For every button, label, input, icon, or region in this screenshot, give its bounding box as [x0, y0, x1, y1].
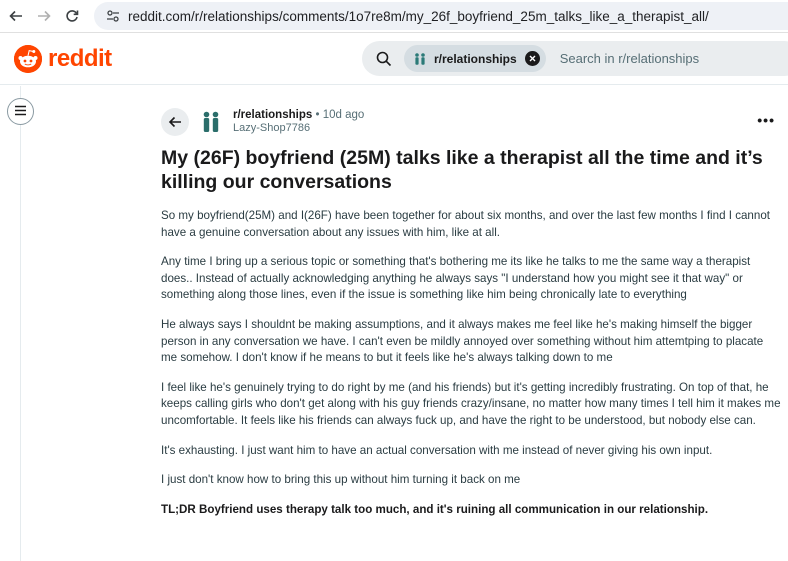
post-tldr: TL;DR Boyfriend uses therapy talk too much, and it's ruining all communication in our relationship. [161, 502, 709, 516]
post-age: 10d ago [322, 109, 365, 121]
post-meta [161, 100, 781, 144]
close-icon[interactable] [525, 51, 540, 66]
post-paragraph: So my boyfriend(25M) and I(26F) have been together for about six months, and over the last few months I find I cannot have a genuine conversation about any issues with him, like at all. [161, 209, 771, 239]
site-header [0, 33, 788, 85]
subreddit-filter-chip[interactable] [404, 45, 546, 72]
browser-toolbar [0, 0, 788, 33]
post-paragraph: He always says I shouldnt be making assumptions, and it always makes me feel like he's making himself the bigger person in any conversation we have. I can't even be mildly annoyed over something without him attemtping to placate me somehow. I don't know if he means to but it feels like he's always talking down to me [161, 317, 764, 365]
hamburger-icon [14, 103, 27, 121]
menu-button[interactable] [7, 98, 34, 125]
search-icon [374, 49, 394, 69]
subreddit-avatar-icon[interactable] [199, 110, 223, 134]
post-paragraph: It's exhausting. I just want him to have an actual conversation with me instead of never giving his own input. [161, 443, 713, 457]
post-body [161, 208, 781, 518]
post-paragraph: Any time I bring up a serious topic or something that's bothering me its like he talks to me the same way a therapist does.. Instead of actually acknowledging anything he always says "I understand how you might see it that way" or something along those lines, even if the issue is something like him being chronically late to everything [161, 255, 751, 302]
forward-arrow-icon[interactable] [32, 4, 56, 28]
reddit-logo[interactable] [14, 45, 112, 73]
site-info-icon[interactable] [102, 5, 124, 27]
post-title: My (26F) boyfriend (25M) talks like a therapist all the time and it’s killing our conversations [161, 147, 763, 193]
search-input[interactable]: Search in r/relationships [559, 51, 700, 66]
left-rail [0, 86, 21, 561]
url-text[interactable]: reddit.com/r/relationships/comments/1o7re8m/my_26f_boyfriend_25m_talks_like_a_therapist_all/ [128, 8, 709, 24]
post-meta-text [233, 109, 364, 135]
post [161, 100, 781, 531]
subreddit-link[interactable]: r/relationships [233, 109, 313, 121]
back-button[interactable] [161, 108, 189, 136]
subreddit-icon [412, 51, 428, 67]
meta-separator: • [315, 109, 320, 121]
snoo-icon [14, 45, 42, 73]
reload-icon[interactable] [60, 4, 84, 28]
post-paragraph: I just don't know how to bring this up without him turning it back on me [161, 473, 521, 487]
author-link[interactable]: Lazy-Shop7786 [233, 122, 311, 134]
search-bar[interactable] [362, 41, 788, 76]
back-arrow-icon[interactable] [4, 4, 28, 28]
more-options-icon[interactable]: ••• [757, 112, 775, 128]
logo-text: reddit [48, 44, 112, 72]
post-paragraph: I feel like he's genuinely trying to do right by me (and his friends) but it's getting incredibly frustrating. On top of that, he keeps calling girls who don't get along with his guy friends crazy/insane, no matter how many times I tell him it makes me uncomfortable. It feels like his friends can always fuck up, and have the right to be understood, but nobody else can. [161, 380, 781, 427]
chip-label: r/relationships [434, 51, 517, 66]
address-bar[interactable] [94, 2, 788, 30]
